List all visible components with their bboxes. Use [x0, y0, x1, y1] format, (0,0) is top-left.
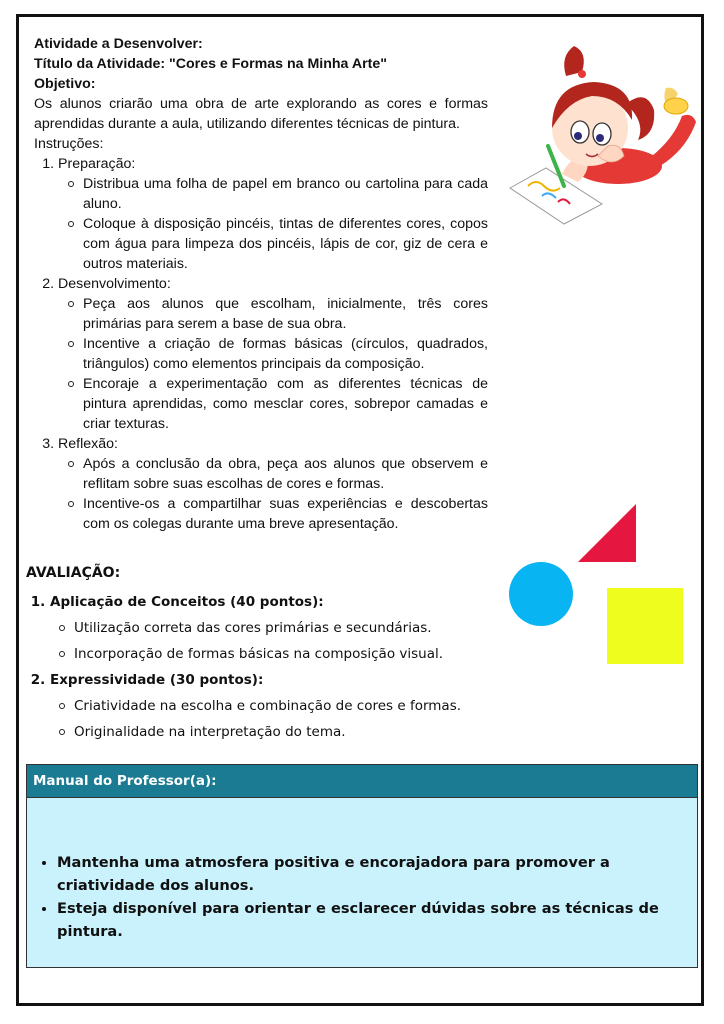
criterion-items [50, 693, 496, 745]
step-reflection [58, 434, 488, 534]
list-item: Incentive-os a compartilhar suas experiências e descobertas com os colegas durante uma breve apresentação. [83, 496, 488, 532]
manual-title: Manual do Professor(a): [27, 765, 697, 798]
step-preparation [58, 154, 488, 274]
list-item: • Esteja disponível para orientar e esclarecer dúvidas sobre as técnicas de pintura. [57, 897, 689, 943]
activity-heading: Atividade a Desenvolver: [34, 36, 203, 52]
square-shape [607, 588, 683, 664]
list-item: Distribua uma folha de papel em branco ou cartolina para cada aluno. [83, 176, 488, 212]
criterion-concepts [50, 589, 496, 667]
evaluation-title: AVALIAÇÃO: [26, 565, 121, 581]
step-label: Desenvolvimento: [58, 276, 171, 292]
activity-section [34, 34, 488, 534]
list-item: Peça aos alunos que escolham, inicialmente, três cores primárias para serem a base de sua obra. [83, 296, 488, 332]
criterion-label: Expressividade (30 pontos): [50, 672, 264, 688]
instruction-steps [34, 154, 488, 534]
list-item: Coloque à disposição pincéis, tintas de diferentes cores, copos com água para limpeza dos pincéis, lápis de cor, giz de cera e outros materiais. [83, 216, 488, 272]
criterion-label: Aplicação de Conceitos (40 pontos): [50, 594, 324, 610]
list-item: Utilização correta das cores primárias e secundárias. [74, 615, 496, 641]
step-items [58, 174, 488, 274]
objective-label: Objetivo: [34, 76, 96, 92]
step-development [58, 274, 488, 434]
shapes-illustration [500, 500, 700, 670]
circle-shape [509, 562, 573, 626]
list-item: Criatividade na escolha e combinação de cores e formas. [74, 693, 496, 719]
manual-tips [27, 851, 689, 943]
criterion-expressivity [50, 667, 496, 745]
list-item: Incentive a criação de formas básicas (círculos, quadrados, triângulos) como elementos principais da composição. [83, 336, 488, 372]
list-item: • Mantenha uma atmosfera positiva e encorajadora para promover a criatividade dos alunos. [57, 851, 689, 897]
list-item: Incorporação de formas básicas na composição visual. [74, 641, 496, 667]
list-item: Após a conclusão da obra, peça aos alunos que observem e reflitam sobre suas escolhas de cores e formas. [83, 456, 488, 492]
teacher-manual-box [26, 764, 698, 968]
step-label: Preparação: [58, 156, 136, 172]
step-items [58, 294, 488, 434]
criterion-items [50, 615, 496, 667]
evaluation-criteria [26, 589, 496, 745]
list-item: Encoraje a experimentação com as diferentes técnicas de pintura aprendidas, como mesclar cores, sobrepor camadas e criar texturas. [83, 376, 488, 432]
activity-title: Título da Atividade: "Cores e Formas na Minha Arte" [34, 56, 387, 72]
evaluation-section [26, 563, 496, 745]
girl-drawing-illustration [506, 36, 702, 228]
triangle-shape [578, 504, 636, 562]
objective-text: Os alunos criarão uma obra de arte explorando as cores e formas aprendidas durante a aula, utilizando diferentes técnicas de pintura. [34, 96, 488, 132]
step-items [58, 454, 488, 534]
instructions-label: Instruções: [34, 136, 104, 152]
step-label: Reflexão: [58, 436, 118, 452]
list-item: Originalidade na interpretação do tema. [74, 719, 496, 745]
